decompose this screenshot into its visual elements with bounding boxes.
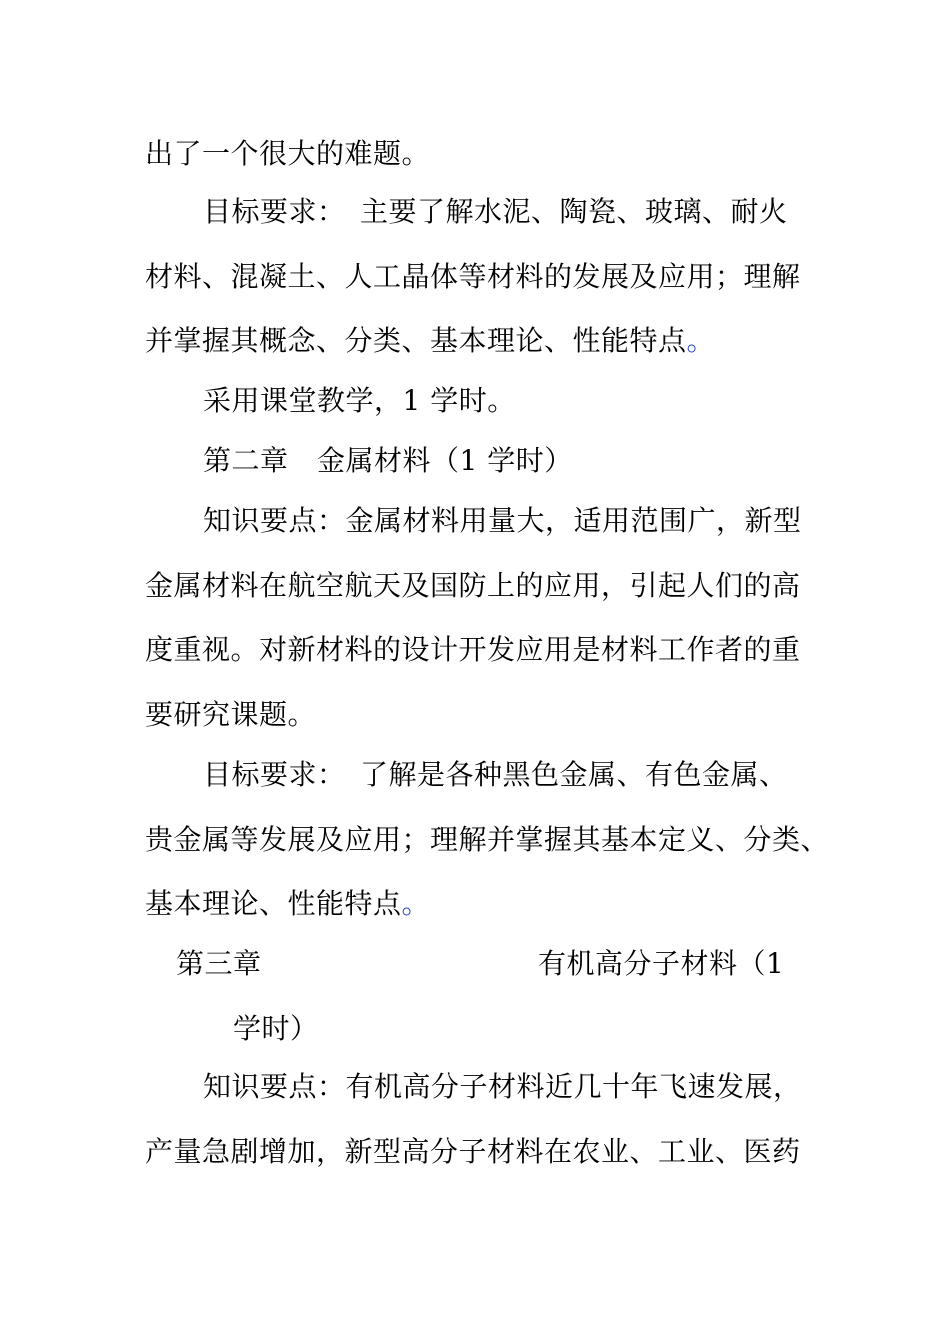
paragraph-line: [145, 886, 430, 922]
paragraph-line: 要研究课题。: [145, 698, 317, 731]
chapter-heading-title: 有机高分子材料（1: [538, 947, 785, 980]
paragraph-line: 目标要求： 主要了解水泥、陶瓷、玻璃、耐火: [203, 195, 788, 228]
paragraph-line: 知识要点：有机高分子材料近几十年飞速发展，: [203, 1070, 802, 1103]
paragraph-line: 金属材料在航空航天及国防上的应用，引起人们的高: [145, 569, 801, 602]
paragraph-line: 贵金属等发展及应用；理解并掌握其基本定义、分类、: [145, 823, 830, 856]
paragraph-line: 材料、混凝土、人工晶体等材料的发展及应用；理解: [145, 260, 801, 293]
chapter-heading-label: 第三章: [176, 947, 262, 980]
paragraph-line: 产量急剧增加，新型高分子材料在农业、工业、医药: [145, 1135, 801, 1168]
paragraph-line: 知识要点：金属材料用量大，适用范围广，新型: [203, 504, 802, 537]
paragraph-line: 目标要求： 了解是各种黑色金属、有色金属、: [203, 758, 788, 791]
paragraph-line: [145, 323, 715, 359]
line-text: 基本理论、性能特点: [145, 887, 402, 920]
chapter-heading: 第二章 金属材料（1 学时）: [203, 444, 573, 477]
period-mark: 。: [401, 887, 431, 920]
period-mark: 。: [686, 324, 716, 357]
paragraph-line: 度重视。对新材料的设计开发应用是材料工作者的重: [145, 633, 801, 666]
line-text: 并掌握其概念、分类、基本理论、性能特点: [145, 324, 687, 357]
paragraph-line: 采用课堂教学，1 学时。: [203, 384, 516, 417]
chapter-heading-continuation: 学时）: [233, 1012, 319, 1045]
paragraph-line: 出了一个很大的难题。: [145, 137, 431, 170]
